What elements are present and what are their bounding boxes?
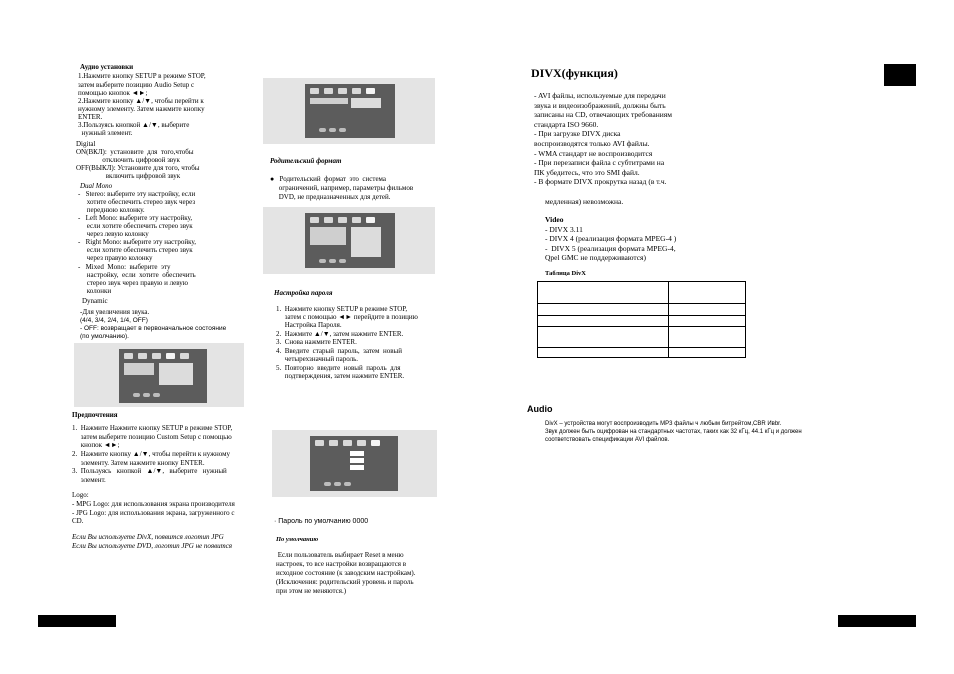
dual-mono-line: - Right Mono: выберите эту настройку, xyxy=(78,238,196,246)
osd-options xyxy=(351,227,381,257)
password-line: 4. Введите старый пароль, затем новый xyxy=(276,347,402,355)
dynamic-line: -Для увеличения звука. xyxy=(80,308,150,316)
menu-tab-icon xyxy=(310,88,319,94)
divx-line: ПК убедитесь, что это SMI файл. xyxy=(534,168,640,177)
audio-line: Звук должен быть оцифрован на стандартных частотах, таких как 32 кГц, 44.1 кГц и должен xyxy=(545,429,802,435)
preferences-line: 1. Нажмите Нажмите кнопку SETUP в режиме STOP, xyxy=(72,424,233,432)
preferences-line: кнопок ◄►; xyxy=(72,441,120,449)
password-field xyxy=(350,465,364,470)
digital-title: Digital xyxy=(76,140,96,148)
audio-step-line: 2.Нажмите кнопку ▲/▼, чтобы перейти к xyxy=(78,97,204,105)
logo-line: CD. xyxy=(72,517,84,525)
menu-tab-icon xyxy=(366,88,375,94)
menu-tab-icon xyxy=(329,440,338,446)
audio-step-line: ENTER. xyxy=(78,113,103,121)
preferences-line: затем выберите позицию Custom Setup с помощью xyxy=(72,433,232,441)
parental-line: ограничений, например, параметры фильмов xyxy=(270,184,414,192)
table-cell xyxy=(669,327,746,348)
table-cell xyxy=(669,316,746,327)
dynamic-line: (4/4, 3/4, 2/4, 1/4, OFF) xyxy=(80,317,148,324)
preferences-title: Предпочтения xyxy=(72,411,118,419)
password-line: 3. Снова нажмите ENTER. xyxy=(276,338,357,346)
menu-tab-icon xyxy=(166,353,175,359)
video-line: Qpel GMC не поддерживаются) xyxy=(545,253,647,262)
osd-button-icon xyxy=(153,393,160,397)
table-row xyxy=(538,316,746,327)
logo-title: Logo: xyxy=(72,491,89,499)
osd-button-icon xyxy=(319,259,326,263)
default-line: Если пользователь выбирает Reset в меню xyxy=(276,551,404,559)
audio-settings-title: Аудио установки xyxy=(80,63,134,71)
dual-mono-line: переднюю колонку. xyxy=(78,206,145,214)
preferences-line: 3. Пользуясь кнопкой ▲/▼, выберите нужный xyxy=(72,467,227,475)
menu-tab-icon xyxy=(324,88,333,94)
dual-mono-line: стерео звук через правую и левую xyxy=(78,279,188,287)
password-field xyxy=(350,451,364,456)
audio-setup-screenshot xyxy=(74,343,244,407)
osd-list xyxy=(124,363,154,375)
osd-button-icon xyxy=(344,482,351,486)
divx-line: звука и видеоизображений, должны быть xyxy=(534,101,666,110)
menu-tab-icon xyxy=(338,88,347,94)
audio-line: DivX – устройства могут воспроизводить MP3 файлы ч любым битрейтом,CBR Ивbr. xyxy=(545,421,782,427)
audio-line: соответствовать спецификации AVI файлов. xyxy=(545,437,670,443)
dual-mono-line: через правую колонку xyxy=(78,254,153,262)
osd-button-icon xyxy=(329,128,336,132)
table-row xyxy=(538,348,746,358)
table-cell xyxy=(538,348,669,358)
divx-line: воспроизводятся только AVI файлы. xyxy=(534,139,650,148)
dual-mono-line: если хотите обеспечить стерео звук xyxy=(78,246,193,254)
osd-button-icon xyxy=(339,259,346,263)
osd-button-icon xyxy=(329,259,336,263)
audio-step-line: 3.Пользуясь кнопкой ▲/▼, выберите xyxy=(78,121,190,129)
table-cell xyxy=(669,348,746,358)
table-cell xyxy=(669,304,746,316)
table-row xyxy=(538,327,746,348)
osd-button-icon xyxy=(334,482,341,486)
divx-line: медленная) невозможна. xyxy=(545,197,624,206)
password-field xyxy=(350,458,364,463)
divx-table xyxy=(537,281,746,358)
menu-tab-icon xyxy=(152,353,161,359)
footer-bar-left xyxy=(38,615,116,627)
parental-level-screenshot xyxy=(263,207,435,274)
divx-line: - При перезаписи файла с субтитрами на xyxy=(534,158,665,167)
divx-line: - AVI файлы, используемые для передачи xyxy=(534,91,666,100)
menu-tab-icon xyxy=(357,440,366,446)
parental-title: Родительский формат xyxy=(270,157,342,165)
video-line: - DIVX 3.11 xyxy=(545,225,583,234)
audio-title: Audio xyxy=(527,404,553,414)
video-line: - DIVX 4 (реализация формата MPEG-4 ) xyxy=(545,234,677,243)
preferences-line: элемент. xyxy=(72,476,106,484)
dual-mono-line: - Left Mono: выберите эту настройку, xyxy=(78,214,193,222)
dual-mono-line: колонки xyxy=(78,287,112,295)
menu-tab-icon xyxy=(180,353,189,359)
divx-line: - При загрузке DIVX диска xyxy=(534,129,621,138)
osd-button-icon xyxy=(143,393,150,397)
password-line: 1. Нажмите кнопку SETUP в режиме STOP, xyxy=(276,305,408,313)
dual-mono-line: хотите обеспечить стерео звук через xyxy=(78,198,196,206)
page-tab-marker xyxy=(884,64,916,86)
table-cell xyxy=(669,282,746,304)
dual-mono-line: - Stereo: выберите эту настройку, если xyxy=(78,190,196,198)
table-cell xyxy=(538,304,669,316)
osd-screen xyxy=(310,436,398,491)
password-line: подтверждения, затем нажмите ENTER. xyxy=(276,372,405,380)
menu-tab-icon xyxy=(138,353,147,359)
audio-step-line: затем выберите позицию Audio Setup с xyxy=(78,81,195,89)
audio-step-line: помощью кнопок ◄►; xyxy=(78,89,148,97)
default-line: настроек, то все настройки возвращаются в xyxy=(276,560,407,568)
parental-line: DVD, не предназначенных для детей. xyxy=(270,193,391,201)
audio-step-line: 1.Нажмите кнопку SETUP в режиме STOP, xyxy=(78,72,206,80)
menu-tab-icon xyxy=(310,217,319,223)
menu-tab-icon xyxy=(352,88,361,94)
default-line: при этом не меняются.) xyxy=(276,587,347,595)
digital-line: отключить цифровой звук xyxy=(76,156,180,164)
default-line: исходное состояние (к заводским настройкам). xyxy=(276,569,416,577)
password-line: 5. Повторно введите новый пароль для xyxy=(276,364,401,372)
password-line: затем с помощью ◄► перейдите в позицию xyxy=(276,313,418,321)
osd-screen xyxy=(305,84,395,138)
menu-tab-icon xyxy=(371,440,380,446)
dual-mono-line: - Mixed Mono: выберите эту xyxy=(78,263,171,271)
default-password-note: · Пароль по умолчанию 0000 xyxy=(274,518,369,525)
dual-mono-line: настройку, если хотите обеспечить xyxy=(78,271,196,279)
osd-button-icon xyxy=(339,128,346,132)
logo-line: - MPG Logo: для использования экрана производителя xyxy=(72,500,235,508)
divx-line: - В формате DIVX прокрутка назад (в т.ч. xyxy=(534,177,667,186)
preferences-line: 2. Нажмите кнопку ▲/▼, чтобы перейти к нужному xyxy=(72,450,231,458)
dynamic-line: (по умолчанию). xyxy=(80,333,129,340)
footer-bar-right xyxy=(838,615,916,627)
menu-tab-icon xyxy=(124,353,133,359)
logo-line: - JPG Logo: для использования экрана, загруженного с xyxy=(72,509,235,517)
menu-tab-icon xyxy=(324,217,333,223)
logo-note: Если Вы используете DVD, логотип JPG не появится xyxy=(72,542,233,550)
divx-table-title: Таблица DivX xyxy=(545,270,586,277)
menu-tab-icon xyxy=(366,217,375,223)
menu-tab-icon xyxy=(315,440,324,446)
dual-mono-line: если хотите обеспечить стерео звук xyxy=(78,222,193,230)
password-line: четырехзначный пароль. xyxy=(276,355,359,363)
default-title: По умолчанию xyxy=(276,536,319,543)
osd-options xyxy=(159,363,193,385)
password-line: Настройка Пароля. xyxy=(276,321,342,329)
parental-screenshot xyxy=(263,78,435,144)
password-screenshot xyxy=(272,430,437,497)
video-title: Video xyxy=(545,215,564,224)
dual-mono-line: через левую колонку xyxy=(78,230,149,238)
digital-line: ON(ВКЛ): установите для того,чтобы xyxy=(76,148,194,156)
table-cell xyxy=(538,282,669,304)
password-title: Настройка пароля xyxy=(274,289,333,297)
osd-list xyxy=(310,98,348,104)
table-row xyxy=(538,282,746,304)
divx-line: записаны на CD, отвечающих требованиям xyxy=(534,110,672,119)
dual-mono-title: Dual Mono xyxy=(80,182,113,190)
digital-line: включить цифровой звук xyxy=(76,172,181,180)
dynamic-line: - OFF: возвращает в первоначальное состояние xyxy=(80,325,227,332)
default-line: (Исключения: родительский уровень и пароль xyxy=(276,578,414,586)
table-cell xyxy=(538,316,669,327)
logo-note: Если Вы используете DivX, появится логотип JPG xyxy=(72,533,224,541)
preferences-line: элементу. Затем нажмите кнопку ENTER. xyxy=(72,459,205,467)
osd-screen xyxy=(305,213,395,268)
menu-tab-icon xyxy=(352,217,361,223)
osd-options xyxy=(351,98,381,108)
osd-list xyxy=(310,227,346,245)
divx-line: - WMA стандарт не воспроизводится xyxy=(534,149,653,158)
menu-tab-icon xyxy=(343,440,352,446)
osd-button-icon xyxy=(324,482,331,486)
osd-screen xyxy=(119,349,207,403)
table-row xyxy=(538,304,746,316)
osd-button-icon xyxy=(319,128,326,132)
dynamic-title: Dynamic xyxy=(82,297,108,305)
audio-step-line: нужному элементу. Затем нажмите кнопку xyxy=(78,105,205,113)
video-line: - DIVX 5 (реализация формата MPEG-4, xyxy=(545,244,676,253)
digital-line: OFF(ВЫКЛ): Установите для того, чтобы xyxy=(76,164,200,172)
divx-title: DIVX(функция) xyxy=(531,66,618,80)
osd-button-icon xyxy=(133,393,140,397)
audio-step-line: нужный элемент. xyxy=(78,129,133,137)
parental-line: ● Родительский формат это система xyxy=(270,175,387,183)
divx-line: стандарта ISO 9660. xyxy=(534,120,599,129)
password-line: 2. Нажмите ▲/▼, затем нажмите ENTER. xyxy=(276,330,404,338)
menu-tab-icon xyxy=(338,217,347,223)
table-cell xyxy=(538,327,669,348)
